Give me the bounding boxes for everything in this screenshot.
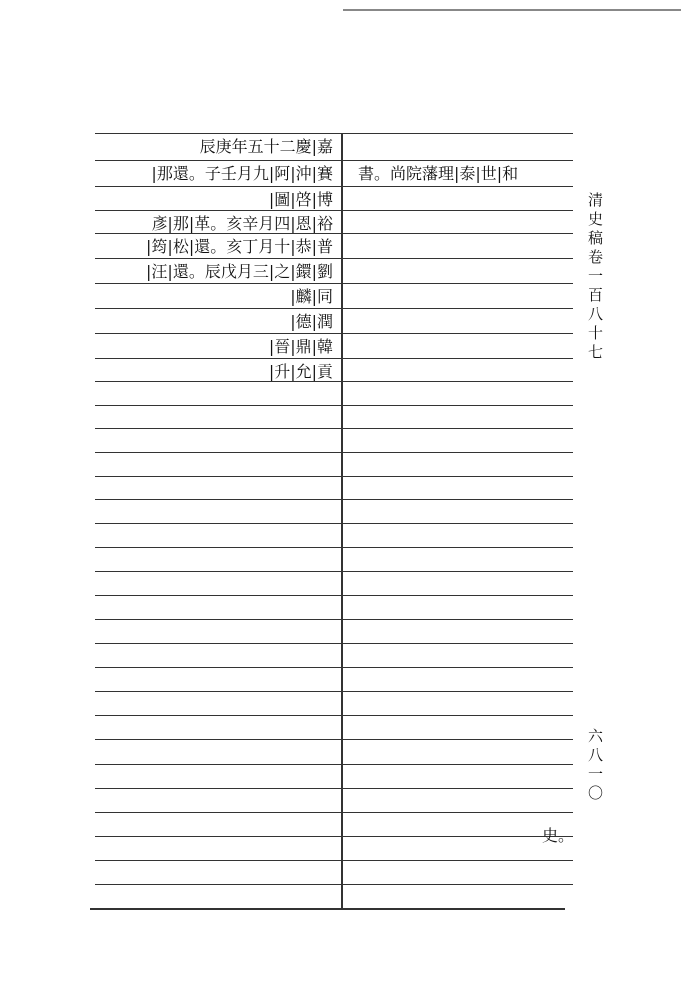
table-rule bbox=[95, 523, 573, 524]
table-cell-right bbox=[358, 261, 570, 283]
table-cell-right bbox=[358, 336, 570, 358]
table-rule bbox=[95, 691, 573, 692]
table-rule bbox=[95, 595, 573, 596]
table-rule bbox=[95, 836, 573, 837]
table-cell-right bbox=[358, 361, 570, 383]
table-rule bbox=[95, 499, 573, 500]
page-number: 六八一〇 bbox=[586, 728, 604, 804]
table-cell-right bbox=[358, 189, 570, 211]
table-rule bbox=[95, 452, 573, 453]
table-cell-left: |德|潤 bbox=[290, 312, 333, 331]
table-rule bbox=[95, 133, 573, 134]
table-rule bbox=[90, 908, 565, 910]
table-cell-left: |那還。子壬月九|阿|沖|賽 bbox=[151, 164, 333, 183]
table-column-divider bbox=[341, 133, 343, 910]
table-rule bbox=[95, 358, 573, 359]
table-cell-right bbox=[358, 236, 570, 258]
table-cell-right bbox=[358, 213, 570, 235]
table-rule bbox=[95, 186, 573, 187]
bottom-note: 史。 bbox=[542, 826, 575, 845]
table-cell-right bbox=[358, 286, 570, 308]
table-rule bbox=[95, 571, 573, 572]
top-edge-line bbox=[343, 9, 681, 11]
table-rule bbox=[95, 405, 573, 406]
table-rule bbox=[95, 764, 573, 765]
table-rule bbox=[95, 667, 573, 668]
table-cell-left: 彥|那|革。亥辛月四|恩|裕 bbox=[151, 214, 333, 233]
table-cell-left: |晉|鼎|韓 bbox=[268, 337, 333, 356]
table-rule bbox=[95, 308, 573, 309]
table-cell-left: |升|允|貢 bbox=[268, 362, 333, 381]
table-rule bbox=[95, 715, 573, 716]
table-rule bbox=[95, 643, 573, 644]
table-cell-right bbox=[358, 311, 570, 333]
table-rule bbox=[95, 258, 573, 259]
table-cell-left: |麟|同 bbox=[290, 287, 333, 306]
table-rule bbox=[95, 428, 573, 429]
table-rule bbox=[95, 283, 573, 284]
table-rule bbox=[95, 333, 573, 334]
page-header: 清史稿卷一百八十七 bbox=[586, 192, 604, 363]
table-cell-right: 書。尚院藩理|泰|世|和 bbox=[358, 164, 519, 183]
table-cell-left: |筠|松|還。亥丁月十|恭|普 bbox=[146, 237, 333, 256]
table-cell-left: 辰庚年五十二慶|嘉 bbox=[199, 137, 333, 156]
table-rule bbox=[95, 160, 573, 161]
table-rule bbox=[95, 739, 573, 740]
table-cell-left: |汪|還。辰戊月三|之|鐶|劉 bbox=[146, 262, 333, 281]
table-rule bbox=[95, 619, 573, 620]
table-cell-left: |圖|啓|博 bbox=[268, 190, 333, 209]
table-rule bbox=[95, 788, 573, 789]
table-rule bbox=[95, 860, 573, 861]
table-rule bbox=[95, 884, 573, 885]
table-rule bbox=[95, 547, 573, 548]
table-rule bbox=[95, 476, 573, 477]
table-cell-right bbox=[358, 136, 570, 158]
table-rule bbox=[95, 812, 573, 813]
